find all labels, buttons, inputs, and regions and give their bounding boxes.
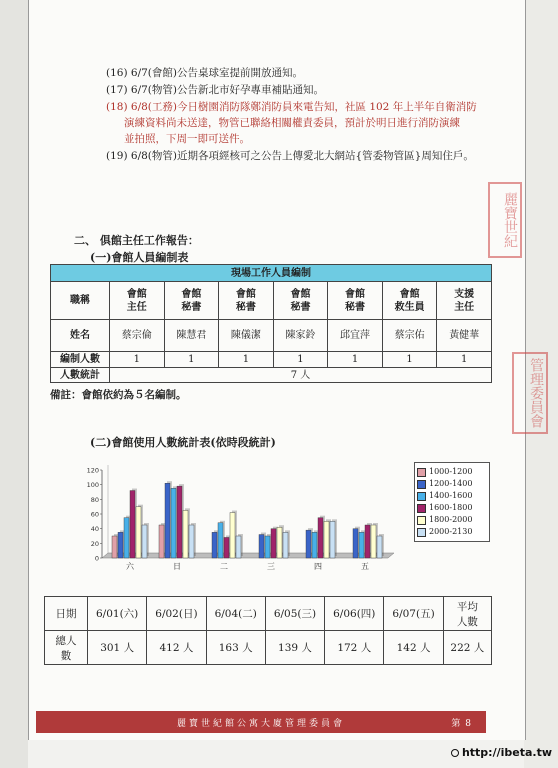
staff-name-cell: 邱宜萍 (328, 320, 383, 352)
daily-total-cell: 172 人 (325, 631, 384, 665)
seal-stamp-top: 麗寶世紀 (488, 182, 522, 258)
staff-table (50, 264, 492, 383)
bar (124, 518, 129, 558)
staff-count-cell: 1 (328, 352, 383, 368)
bar (330, 521, 335, 558)
bar (177, 486, 182, 558)
total-value: 7 人 (110, 368, 492, 383)
daily-total-cell: 301 人 (88, 631, 147, 665)
average-value: 222 人 (443, 631, 491, 665)
y-tick-label: 120 (86, 466, 99, 475)
announcement-item: 並拍照，下周一即可送件。 (124, 133, 250, 145)
announcement-item: (17) 6/7(物管)公告新北市好孕專車補貼通知。 (106, 84, 324, 96)
role-line: 秘書 (235, 301, 256, 313)
role-cell (219, 282, 274, 320)
staff-count-cell: 1 (164, 352, 219, 368)
scan-edge-left (0, 0, 28, 768)
bar (212, 532, 217, 558)
bar (224, 537, 229, 558)
y-tick-label: 100 (86, 481, 99, 490)
bar (118, 532, 123, 558)
total-people-label-line2: 數 (60, 649, 72, 662)
role-line: 會館 (235, 288, 256, 300)
date-cell: 6/04(二) (206, 597, 265, 631)
legend-label: 1600-1800 (429, 503, 473, 512)
bar (142, 525, 147, 558)
bar (365, 525, 370, 558)
total-people-label-line1: 總人 (55, 634, 77, 647)
bar (159, 525, 164, 558)
bar (183, 510, 188, 558)
bar (136, 507, 141, 558)
name-label: 姓名 (51, 320, 110, 352)
daily-total-cell: 142 人 (384, 631, 443, 665)
date-label: 日期 (45, 597, 88, 631)
bar (353, 529, 358, 558)
average-label (443, 597, 491, 631)
bar (265, 536, 270, 558)
bar (218, 523, 223, 558)
staff-count-cell: 1 (437, 352, 492, 368)
x-tick-label: 四 (314, 562, 322, 571)
date-cell: 6/05(三) (265, 597, 324, 631)
bar (306, 530, 311, 558)
legend-entry (417, 502, 487, 514)
y-tick-label: 80 (90, 495, 99, 504)
bar (112, 536, 117, 558)
page-number: 第 8 (451, 718, 472, 729)
role-line: 秘書 (345, 301, 366, 313)
legend-swatch (417, 516, 426, 525)
average-label-line: 平均 (456, 600, 478, 613)
date-cell: 6/02(日) (147, 597, 206, 631)
staff-count-cell: 1 (382, 352, 437, 368)
bar (236, 536, 241, 558)
bar (171, 488, 176, 558)
announcement-item: 演練資料尚未送達，物管已聯絡相關權責委員，預計於明日進行消防演練 (124, 117, 460, 129)
role-line: 救生員 (394, 301, 425, 313)
staff-subtitle: (一)會館人員編制表 (90, 251, 189, 264)
staff-count-cell: 1 (110, 352, 165, 368)
bar (312, 532, 317, 558)
staff-name-cell: 陳慧君 (164, 320, 219, 352)
bar (271, 529, 276, 558)
average-label-line: 人數 (456, 615, 478, 628)
legend-label: 1400-1600 (429, 491, 473, 500)
bar (130, 491, 135, 558)
role-line: 秘書 (181, 301, 202, 313)
usage-subtitle: (二)會館使用人數統計表(依時段統計) (90, 436, 276, 449)
daily-total-cell: 139 人 (265, 631, 324, 665)
role-label: 職稱 (51, 282, 110, 320)
staff-note: 備註：會館依約為５名編制。 (50, 389, 187, 401)
staff-count-cell: 1 (273, 352, 328, 368)
watermark (451, 746, 552, 759)
legend-entry (417, 514, 487, 526)
role-line: 秘書 (290, 301, 311, 313)
legend-entry (417, 478, 487, 490)
daily-total-cell: 163 人 (206, 631, 265, 665)
date-cell: 6/06(四) (325, 597, 384, 631)
footer-bar (36, 711, 486, 733)
bar (377, 536, 382, 558)
bar (259, 535, 264, 558)
globe-icon (451, 749, 459, 757)
x-tick-label: 六 (126, 562, 134, 571)
legend-entry (417, 466, 487, 478)
chart-legend (414, 462, 490, 542)
role-cell (273, 282, 328, 320)
legend-swatch (417, 480, 426, 489)
legend-entry (417, 490, 487, 502)
date-cell: 6/07(五) (384, 597, 443, 631)
staff-count-cell: 1 (219, 352, 274, 368)
usage-bar-chart (82, 462, 400, 572)
legend-label: 2000-2130 (429, 527, 473, 536)
bar (283, 532, 288, 558)
legend-label: 1000-1200 (429, 467, 473, 476)
bar (277, 527, 282, 558)
role-line: 會館 (399, 288, 420, 300)
role-cell (437, 282, 492, 320)
legend-label: 1200-1400 (429, 479, 473, 488)
daily-total-cell: 412 人 (147, 631, 206, 665)
legend-swatch (417, 504, 426, 513)
staff-name-cell: 蔡宗佑 (382, 320, 437, 352)
date-cell: 6/01(六) (88, 597, 147, 631)
bar (318, 518, 323, 558)
x-tick-label: 三 (267, 562, 275, 571)
staff-name-cell: 陳儀潔 (219, 320, 274, 352)
watermark-text: http://ibeta.tw (461, 746, 552, 759)
seal-stamp-bottom: 管理委員會 (512, 352, 548, 434)
footer-text: 麗寶世紀館公寓大廈管理委員會 (176, 718, 345, 729)
section-title: 二、 俱館主任工作報告： (74, 234, 199, 247)
bar (324, 521, 329, 558)
role-cell (110, 282, 165, 320)
role-line: 會館 (290, 288, 311, 300)
legend-swatch (417, 468, 426, 477)
x-tick-label: 二 (220, 562, 228, 571)
legend-swatch (417, 492, 426, 501)
total-people-label (45, 631, 88, 665)
count-label: 編制人數 (51, 352, 110, 368)
y-tick-label: 20 (90, 539, 99, 548)
legend-entry (417, 526, 487, 538)
staff-name-cell: 陳家鈴 (273, 320, 328, 352)
role-line: 會館 (126, 288, 147, 300)
bar (359, 532, 364, 558)
staff-name-cell: 蔡宗倫 (110, 320, 165, 352)
y-tick-label: 60 (90, 510, 99, 519)
bar (165, 483, 170, 558)
role-line: 支援 (454, 288, 475, 300)
staff-name-cell: 黃健華 (437, 320, 492, 352)
bar (371, 525, 376, 558)
role-line: 主任 (126, 301, 147, 313)
role-cell (164, 282, 219, 320)
legend-swatch (417, 528, 426, 537)
legend-label: 1800-2000 (429, 515, 473, 524)
daily-usage-table (44, 596, 492, 665)
total-label: 人數統計 (51, 368, 110, 383)
role-line: 會館 (181, 288, 202, 300)
x-tick-label: 五 (361, 562, 369, 571)
announcement-item: (16) 6/7(會館)公告桌球室提前開放通知。 (106, 67, 303, 79)
bar (189, 525, 194, 558)
role-line: 主任 (454, 301, 475, 313)
bar (230, 513, 235, 558)
role-line: 會館 (345, 288, 366, 300)
staff-table-title: 現場工作人員編制 (51, 265, 492, 282)
role-cell (328, 282, 383, 320)
x-tick-label: 日 (173, 562, 181, 571)
announcement-item: (19) 6/8(物管)近期各項經核可之公告上傳愛北大網站{管委物管區}周知住戶。 (106, 150, 474, 162)
y-tick-label: 0 (94, 554, 99, 563)
announcement-item: (18) 6/8(工務)今日樹園消防隊鄭消防員來電告知，社區 102 年上半年自衛消防 (106, 101, 477, 113)
y-tick-label: 40 (90, 525, 99, 534)
role-cell (382, 282, 437, 320)
